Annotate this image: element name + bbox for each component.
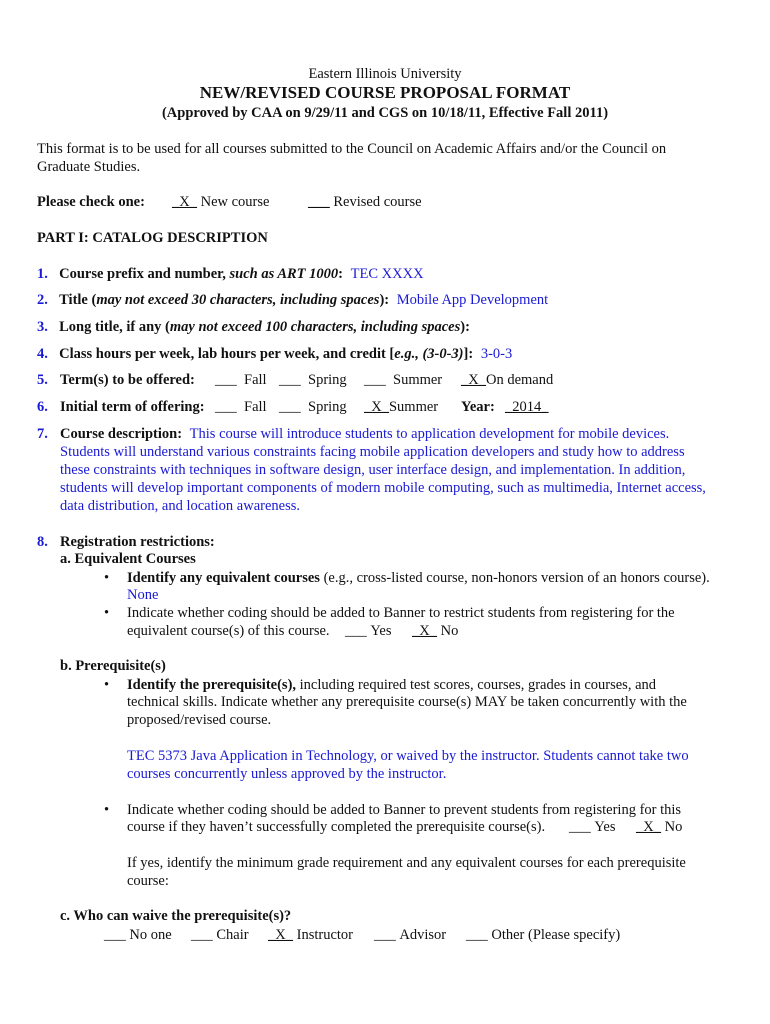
waive-other-option[interactable] [466, 926, 620, 944]
item-1-label: Course prefix and number, [59, 266, 230, 282]
item-2-label-italic: may not exceed 30 characters, including spaces [96, 292, 380, 308]
waive-other-label: Other (Please specify) [491, 927, 621, 943]
item-4-number: 4. [37, 346, 48, 362]
item-8-label: Registration restrictions: [60, 534, 215, 550]
prereq-identify-bold: Identify the prerequisite(s), [127, 677, 297, 693]
equivalent-yes-option[interactable] [345, 622, 391, 640]
item-1-value: TEC XXXX [350, 266, 424, 282]
item-4 [37, 345, 512, 363]
item-5-label: Term(s) to be offered: [60, 372, 195, 388]
prereq-identify-line-2: technical skills. Indicate whether any prerequisite course(s) MAY be taken concurrently with the [127, 694, 687, 710]
waive-other-mark: ___ [466, 927, 488, 943]
prereq-no-label: No [664, 819, 683, 835]
prereq-no-mark: _X_ [636, 819, 661, 835]
item-6-number: 6. [37, 399, 48, 415]
waive-advisor-mark: ___ [374, 927, 396, 943]
waive-no-one-option[interactable] [104, 926, 172, 944]
waive-instructor-mark: _X_ [268, 927, 293, 943]
item-7-number: 7. [37, 426, 48, 442]
prereq-answer-line-1: TEC 5373 Java Application in Technology, or waived by the instructor. Students cannot take two [127, 748, 689, 764]
prereq-yes-option[interactable] [569, 818, 615, 836]
waive-instructor-label: Instructor [296, 927, 353, 943]
equivalent-identify-bold: Identify any equivalent courses [127, 570, 320, 586]
bullet-icon: • [104, 570, 110, 586]
item-3-number: 3. [37, 319, 48, 335]
item-2 [37, 291, 548, 309]
waive-instructor-option[interactable] [268, 926, 353, 944]
item-1 [37, 265, 424, 283]
waive-heading: c. Who can waive the prerequisite(s)? [60, 908, 292, 924]
item-3-label: Long title, if any ( [59, 319, 170, 335]
form-title: NEW/REVISED COURSE PROPOSAL FORMAT [199, 83, 571, 102]
equivalent-identify [127, 569, 710, 587]
course-description-line-4: students will develop important components of modern mobile computing, such as multimedia, Internet access, [60, 480, 706, 496]
term-spring-label: Spring [308, 372, 347, 388]
prereq-no-option[interactable] [636, 818, 682, 836]
initial-year-label: Year: [461, 399, 495, 415]
item-3 [37, 318, 470, 336]
bullet-icon: • [104, 677, 110, 693]
course-description-line-1: This course will introduce students to application development for mobile devices. [189, 426, 670, 442]
revised-course-mark: ___ [308, 194, 330, 210]
initial-spring-option[interactable] [279, 398, 347, 416]
approval-note: (Approved by CAA on 9/29/11 and CGS on 10/18/11, Effective Fall 2011) [161, 105, 609, 121]
course-description-line-5: data distribution, and location awareness. [60, 498, 300, 514]
initial-summer-label: Summer [388, 399, 439, 415]
equivalent-courses-heading: a. Equivalent Courses [60, 551, 196, 567]
item-7-label: Course description: [60, 426, 183, 442]
prereq-yes-label: Yes [594, 819, 616, 835]
equivalent-coding-line-2: equivalent course(s) of this course. [127, 623, 330, 639]
item-5-number: 5. [37, 372, 48, 388]
initial-spring-label: Spring [308, 399, 347, 415]
term-fall-label: Fall [244, 372, 267, 388]
equivalent-yes-label: Yes [370, 623, 392, 639]
prereq-answer-line-2: courses concurrently unless approved by the instructor. [127, 766, 447, 782]
course-description-line-3: these constraints with techniques in software design, user interface design, and implementation. In addition, [60, 462, 686, 478]
equivalent-no-label: No [440, 623, 459, 639]
prereq-coding-line-2: course if they haven’t successfully completed the prerequisite course(s). [127, 819, 546, 835]
bullet-icon: • [104, 802, 110, 818]
equivalent-answer: None [127, 587, 159, 603]
item-3-label-italic: may not exceed 100 characters, including spaces [169, 319, 461, 335]
item-1-label-end: : [338, 266, 344, 282]
item-8-number: 8. [37, 534, 48, 550]
item-4-value: 3-0-3 [480, 346, 513, 362]
prereq-ifyes-line-1: If yes, identify the minimum grade requirement and any equivalent courses for each prerequisite [127, 855, 686, 871]
term-spring-option[interactable] [279, 371, 347, 389]
course-description-line-2: Students will understand various constraints facing mobile application developers and study how to address [60, 444, 685, 460]
item-4-label-italic: e.g., (3-0-3) [394, 346, 464, 362]
initial-summer-mark: _X_ [364, 399, 389, 415]
term-on-demand-option[interactable] [461, 371, 553, 389]
term-fall-mark: ___ [215, 372, 237, 388]
waive-advisor-option[interactable] [374, 926, 446, 944]
equivalent-no-option[interactable] [412, 622, 458, 640]
part1-heading: PART I: CATALOG DESCRIPTION [37, 230, 268, 246]
prereq-identify-line-1 [127, 676, 656, 694]
waive-no-one-mark: ___ [104, 927, 126, 943]
item-2-value: Mobile App Development [396, 292, 549, 308]
new-course-label: New course [200, 194, 270, 210]
prereq-identify-rest: including required test scores, courses, grades in courses, and [296, 677, 657, 693]
equivalent-coding-line-1: Indicate whether coding should be added to Banner to restrict students from registering for the [127, 605, 675, 621]
intro-line-2: Graduate Studies. [37, 159, 141, 175]
university-name: Eastern Illinois University [308, 66, 462, 82]
prereq-ifyes-line-2: course: [127, 873, 169, 889]
new-course-option[interactable] [172, 193, 269, 211]
equivalent-yes-mark: ___ [345, 623, 367, 639]
item-6-label: Initial term of offering: [60, 399, 205, 415]
check-one-label: Please check one: [37, 194, 145, 210]
waive-chair-label: Chair [216, 927, 249, 943]
term-on-demand-mark: _X_ [461, 372, 486, 388]
item-2-label: Title ( [59, 292, 97, 308]
intro-line-1: This format is to be used for all courses submitted to the Council on Academic Affairs and/or the Council on [37, 141, 667, 157]
term-summer-mark: ___ [364, 372, 386, 388]
prereq-coding-line-1: Indicate whether coding should be added to Banner to prevent students from registering for this [127, 802, 682, 818]
waive-no-one-label: No one [129, 927, 172, 943]
item-1-number: 1. [37, 266, 48, 282]
item-7 [60, 425, 669, 443]
term-spring-mark: ___ [279, 372, 301, 388]
initial-fall-option[interactable] [215, 398, 267, 416]
item-4-label: Class hours per week, lab hours per week, and credit [ [59, 346, 395, 362]
initial-fall-mark: ___ [215, 399, 237, 415]
equivalent-identify-rest: (e.g., cross-listed course, non-honors version of an honors course). [319, 570, 710, 586]
item-2-number: 2. [37, 292, 48, 308]
term-on-demand-label: On demand [485, 372, 554, 388]
prerequisites-heading: b. Prerequisite(s) [60, 658, 166, 674]
waive-chair-option[interactable] [191, 926, 249, 944]
prereq-yes-mark: ___ [569, 819, 591, 835]
item-4-label-end: ]: [463, 346, 474, 362]
initial-summer-option[interactable] [364, 398, 438, 416]
new-course-mark: _X_ [172, 194, 197, 210]
revised-course-option[interactable] [308, 193, 422, 211]
revised-course-label: Revised course [333, 194, 422, 210]
item-3-label-end: ): [460, 319, 470, 335]
initial-fall-label: Fall [244, 399, 267, 415]
prereq-identify-line-3: proposed/revised course. [127, 712, 272, 728]
term-summer-label: Summer [393, 372, 443, 388]
initial-spring-mark: ___ [279, 399, 301, 415]
equivalent-no-mark: _X_ [412, 623, 437, 639]
term-summer-option[interactable] [364, 371, 442, 389]
bullet-icon: • [104, 605, 110, 621]
item-2-label-end: ): [379, 292, 390, 308]
waive-advisor-label: Advisor [399, 927, 447, 943]
item-1-label-italic: such as ART 1000 [229, 266, 339, 282]
term-fall-option[interactable] [215, 371, 267, 389]
waive-chair-mark: ___ [191, 927, 213, 943]
initial-year-value[interactable]: _2014_ [505, 399, 549, 415]
